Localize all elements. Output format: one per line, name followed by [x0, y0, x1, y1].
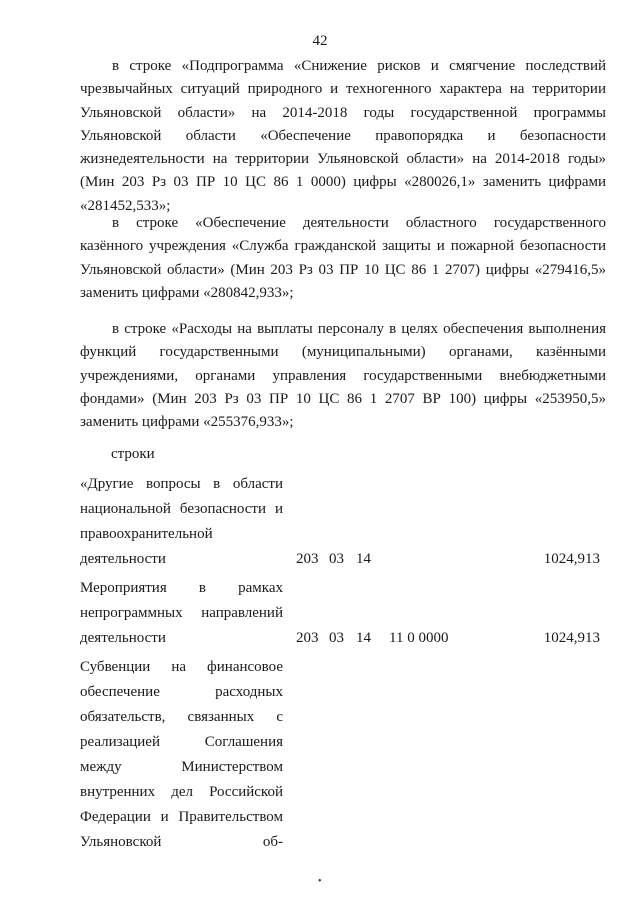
rows-label: строки: [111, 446, 155, 462]
footer-mark: •: [318, 876, 322, 887]
row-cs-code: 11 0 0000: [389, 630, 449, 646]
row-min-code: 203: [296, 551, 319, 567]
amendment-paragraph-1: в строке «Подпрограмма «Снижение рисков и смягчение последствий чрезвычайных ситуаций природного и техногенного характера на территории Ульяновской области» на 2014-2018 годы государственной программы Ульяновской области «Обеспечение правопорядка и безопасности жизнедеятельности на территории Ульяновской области» на 2014-2018 годы» (Мин 203 Рз 03 ПР 10 ЦС 86 1 0000) цифры «280026,1» заменить цифрами «281452,533»;: [80, 58, 606, 214]
row-amount: 1024,913: [543, 630, 600, 646]
row-rz-code: 03: [329, 630, 344, 646]
row-min-code: 203: [296, 630, 319, 646]
row-name: Мероприятия в рамках непрограммных направлений деятельности: [80, 580, 283, 646]
row-name: «Другие вопросы в области национальной безопасности и правоохранительной деятельности: [80, 476, 283, 567]
amendment-paragraph-2: в строке «Обеспечение деятельности областного государственного казённого учреждения «Служба гражданской защиты и пожарной безопасности Ульяновской области» (Мин 203 Рз 03 ПР 10 ЦС 86 1 2707) цифры «279416,5» заменить цифрами «280842,933»;: [80, 215, 606, 301]
row-rz-code: 03: [329, 551, 344, 567]
row-pr-code: 14: [356, 551, 371, 567]
row-name: Субвенции на финансовое обеспечение расходных обязательств, связанных с реализацией Соглашения между Министерством внутренних дел Российской Федерации и Правительством Ульяновской об-: [80, 659, 283, 850]
page-number: 42: [312, 33, 328, 49]
row-amount: 1024,913: [543, 551, 600, 567]
row-pr-code: 14: [356, 630, 371, 646]
amendment-paragraph-3: в строке «Расходы на выплаты персоналу в целях обеспечения выполнения функций государственными (муниципальными) органами, казёнными учреждениями, органами управления государственными внебюджетными фондами» (Мин 203 Рз 03 ПР 10 ЦС 86 1 2707 ВР 100) цифры «253950,5» заменить цифрами «255376,933»;: [80, 321, 606, 431]
